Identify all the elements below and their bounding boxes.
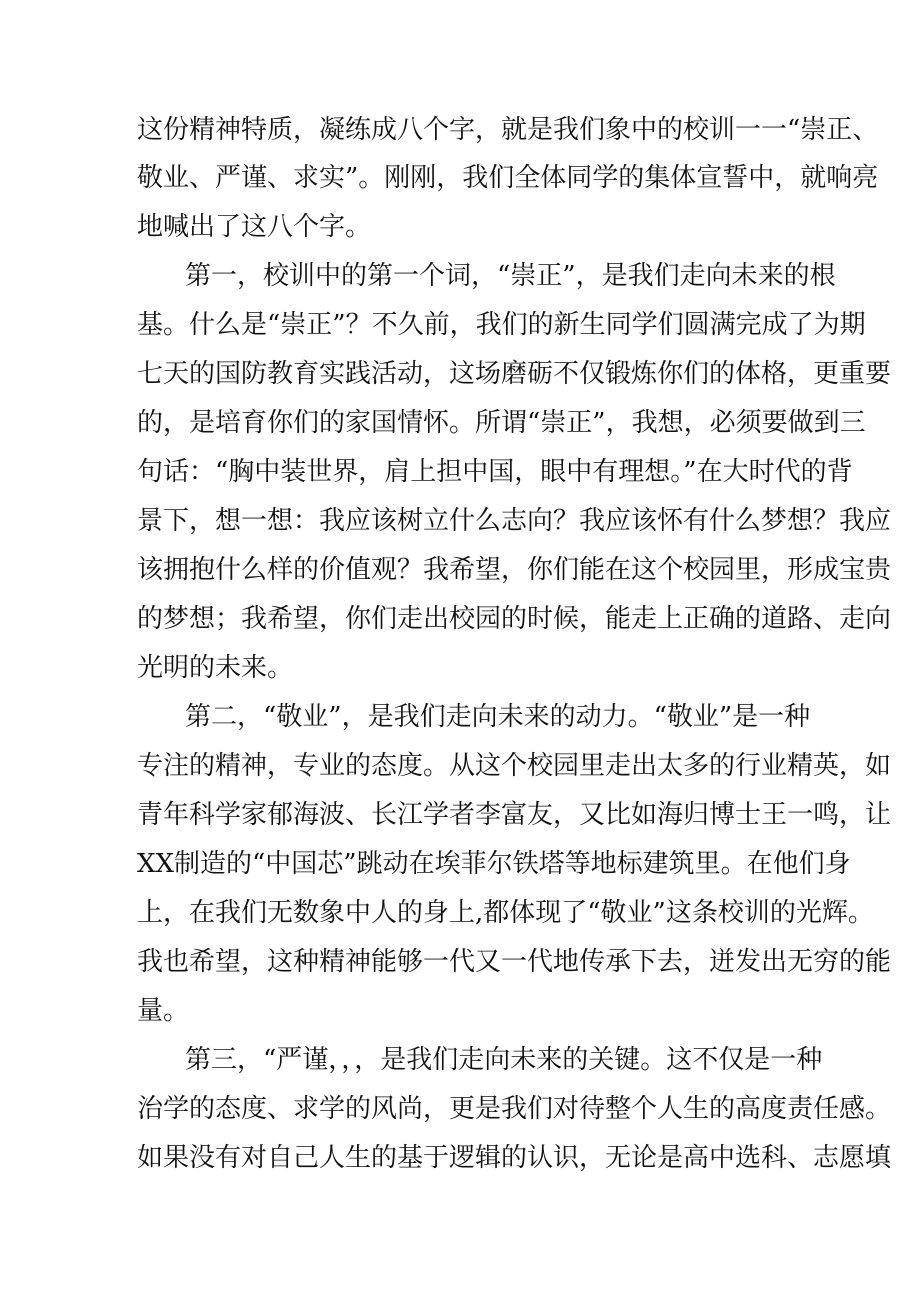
text-line: 地喊出了这八个字。 [137,212,372,242]
text-line: 第三，“严谨，，，是我们走向未来的关键。这不仅是一种 [185,1045,823,1075]
text-line: 我也希望，这种精神能够一代又一代地传承下去，迸发出无穷的能 [137,947,892,977]
text-line: 专注的精神，专业的态度。从这个校园里走出太多的行业精英，如 [137,751,892,781]
text-line: 敬业、严谨、求实”。刚刚，我们全体同学的集体宣誓中，就响亮 [137,163,879,193]
text-line: 句话：“胸中装世界，肩上担中国，眼中有理想。”在大时代的背 [137,457,853,487]
text-line: 的梦想；我希望，你们走出校园的时候，能走上正确的道路、走向 [137,604,892,634]
text-line: 景下，想一想：我应该树立什么志向？我应该怀有什么梦想？我应 [137,506,892,536]
text-line: 的，是培育你们的家国情怀。所谓“崇正”，我想，必须要做到三 [137,408,866,438]
text-line: 如果没有对自己人生的基于逻辑的认识，无论是高中选科、志愿填 [137,1143,892,1173]
text-line: XX制造的“中国芯”跳动在埃菲尔铁塔等地标建筑里。在他们身 [137,849,851,879]
text-line: 青年科学家郁海波、长江学者李富友，又比如海归博士王一鸣，让 [137,800,892,830]
text-line: 七天的国防教育实践活动，这场磨砺不仅锻炼你们的体格，更重要 [137,359,892,389]
text-line: 该拥抱什么样的价值观？我希望，你们能在这个校园里，形成宝贵 [137,555,892,585]
text-line: 这份精神特质，凝练成八个字，就是我们象中的校训一一“崇正、 [137,115,879,145]
text-line: 光明的未来。 [137,653,294,683]
text-line: 第一，校训中的第一个词，“崇正”，是我们走向未来的根 [185,261,836,291]
text-line: 基。什么是“崇正”？不久前，我们的新生同学们圆满完成了为期 [137,310,866,340]
text-line: 第二，“敬业”，是我们走向未来的动力。“敬业”是一种 [185,702,811,732]
text-line: 量。 [137,996,190,1026]
text-line: 治学的态度、求学的风尚，更是我们对待整个人生的高度责任感。 [137,1094,892,1124]
text-line: 上，在我们无数象中人的身上,都体现了“敬业”这条校训的光辉。 [137,898,874,928]
